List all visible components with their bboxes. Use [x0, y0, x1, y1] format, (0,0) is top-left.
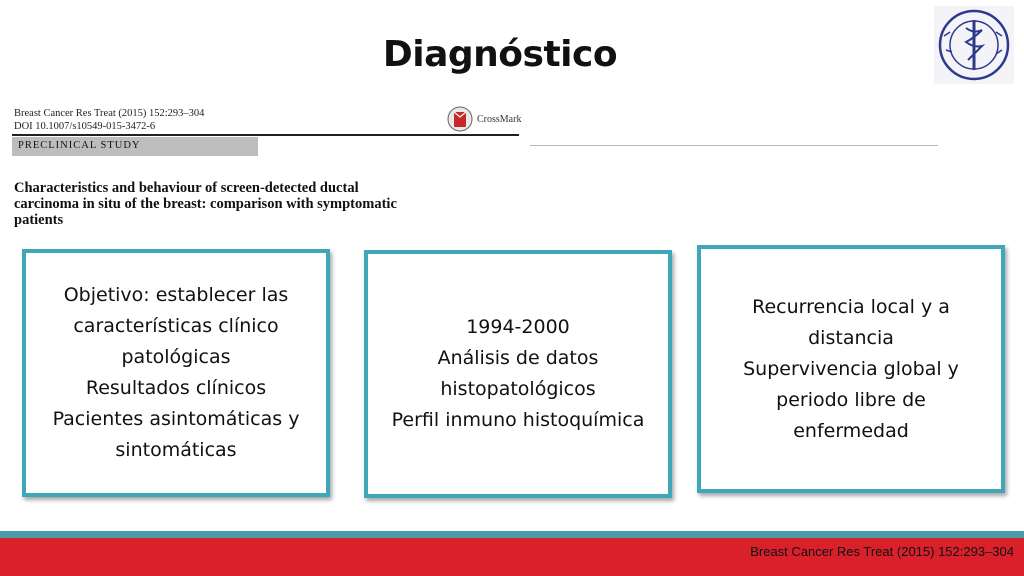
paper-doi: DOI 10.1007/s10549-015-3472-6	[14, 121, 156, 132]
box-text-line: patológicas	[121, 346, 231, 368]
study-type-bar	[12, 137, 258, 156]
paper-journal-ref: Breast Cancer Res Treat (2015) 152:293–304	[14, 108, 205, 119]
footer-reference: Breast Cancer Res Treat (2015) 152:293–304	[750, 544, 1014, 559]
institution-seal-logo	[934, 6, 1014, 84]
methods-box	[364, 250, 672, 498]
paper-title-line: Characteristics and behaviour of screen-detected ductal	[14, 180, 359, 196]
study-type-label: PRECLINICAL STUDY	[18, 140, 141, 151]
box-text-line: Pacientes asintomáticas y	[52, 408, 300, 430]
paper-header-rule	[12, 134, 519, 136]
box-text-line: sintomáticas	[115, 439, 237, 461]
box-text-line: 1994-2000	[466, 316, 570, 338]
paper-title-line: patients	[14, 212, 64, 228]
objective-box	[22, 249, 330, 497]
box-text-line: histopatológicos	[440, 378, 596, 400]
box-text-line: enfermedad	[793, 419, 909, 442]
box-text-line: periodo libre de	[776, 388, 926, 411]
paper-title	[14, 180, 474, 228]
crossmark-icon	[446, 106, 474, 132]
box-text-line: Recurrencia local y a	[752, 295, 950, 318]
footer-stripe	[0, 531, 1024, 538]
box-text-line: distancia	[808, 326, 894, 349]
paper-citation	[14, 107, 204, 133]
box-text-line: Análisis de datos	[437, 347, 599, 369]
divider-line	[530, 145, 938, 146]
slide-title: Diagnóstico	[382, 34, 618, 75]
box-text-line: Objetivo: establecer las	[63, 284, 289, 306]
box-text-line: Supervivencia global y	[743, 357, 959, 380]
crossmark-label: CrossMark	[477, 113, 522, 125]
outcomes-box	[697, 245, 1005, 493]
crossmark-badge	[446, 106, 521, 132]
box-text-line: Perfil inmuno histoquímica	[391, 409, 645, 431]
box-text-line: características clínico	[73, 315, 279, 337]
paper-title-line: carcinoma in situ of the breast: comparison with symptomatic	[14, 196, 397, 212]
box-text-line: Resultados clínicos	[85, 377, 267, 399]
